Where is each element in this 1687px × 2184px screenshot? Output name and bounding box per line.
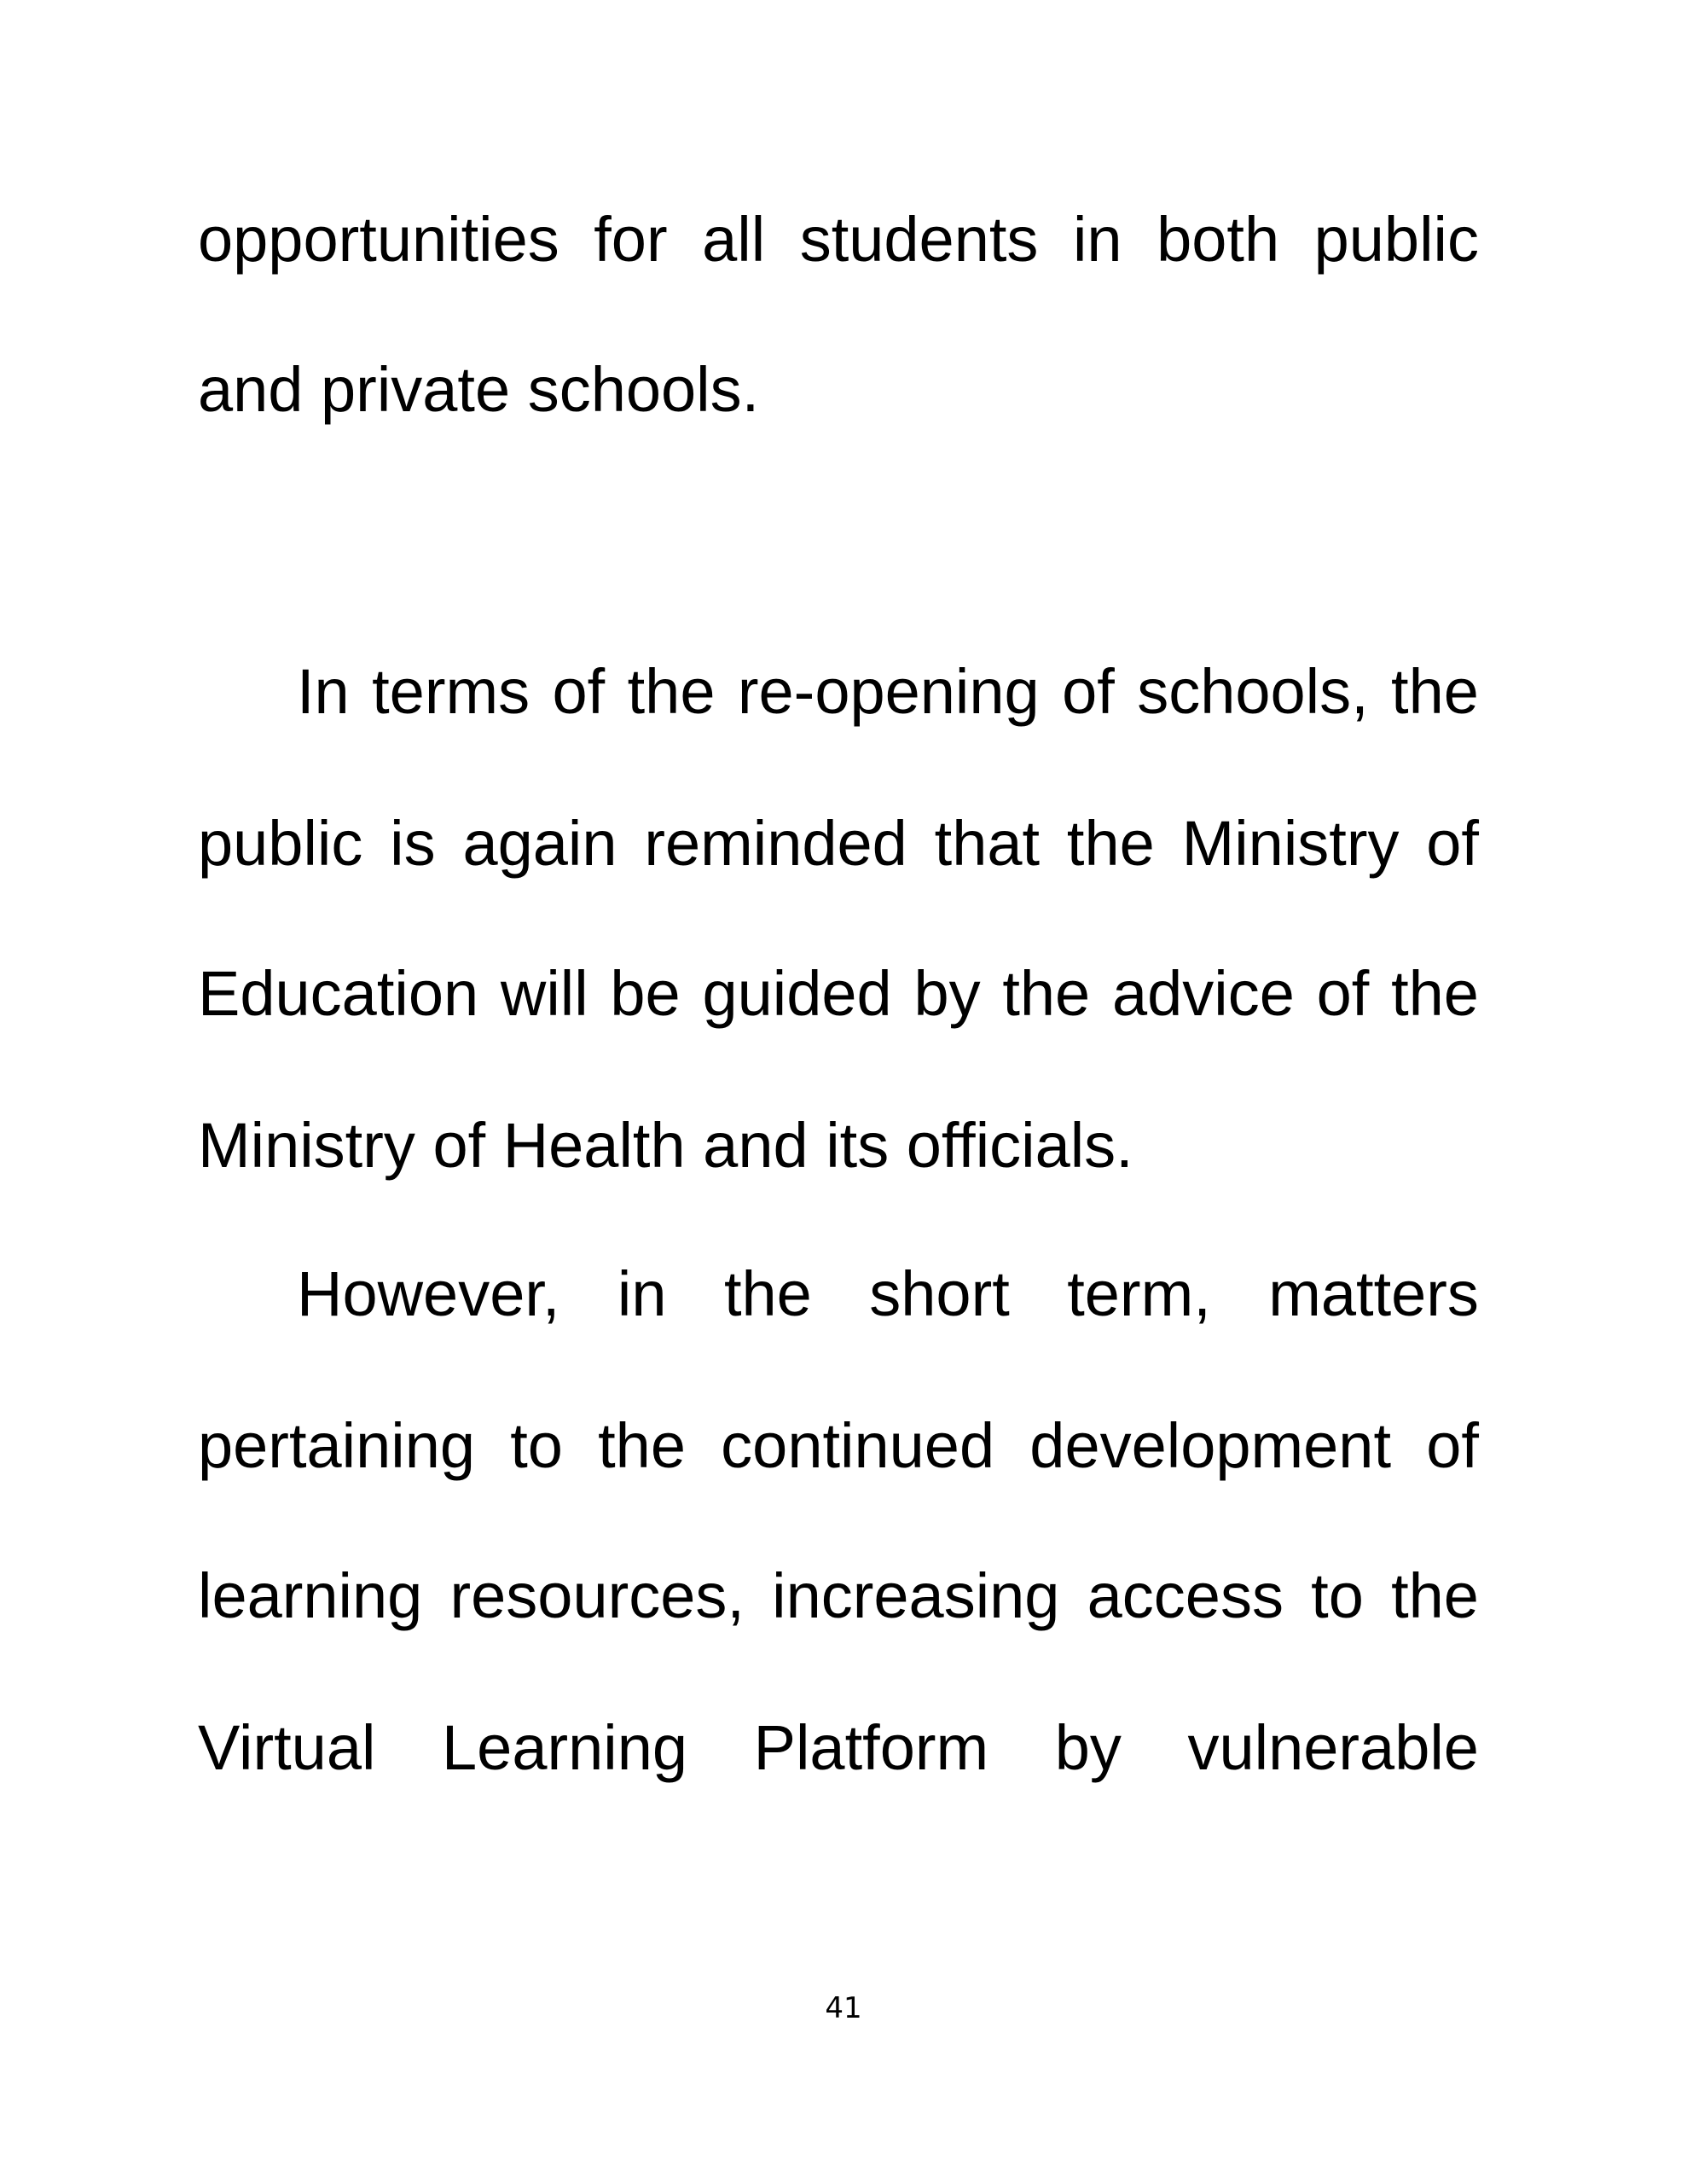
word: reminded — [644, 808, 907, 879]
word: the — [723, 1258, 812, 1329]
word: be — [610, 958, 681, 1029]
word: Ministry — [1181, 808, 1400, 879]
word: the — [1391, 1560, 1479, 1631]
word: to — [1311, 1560, 1364, 1631]
word: matters — [1268, 1258, 1479, 1329]
word: guided — [702, 958, 892, 1029]
word: the — [627, 656, 716, 727]
word: by — [1054, 1712, 1122, 1783]
word: of — [1062, 656, 1115, 727]
word: will — [500, 958, 588, 1029]
word: the — [598, 1410, 686, 1481]
text-line-9 — [198, 1558, 1479, 1635]
word: the — [1066, 808, 1155, 879]
page-number: 41 — [825, 1991, 862, 2025]
word: of — [1426, 808, 1479, 879]
word: students — [799, 204, 1039, 275]
word: to — [510, 1410, 563, 1481]
word: terms — [372, 656, 530, 727]
word: for — [594, 204, 668, 275]
word: advice — [1111, 958, 1295, 1029]
word: re-opening — [737, 656, 1040, 727]
text-line-2: and private schools. — [198, 354, 760, 425]
text-line-10 — [198, 1710, 1479, 1786]
word: all — [702, 204, 766, 275]
word: development — [1029, 1410, 1392, 1481]
text-line-4 — [198, 805, 1479, 882]
text-line-3 — [297, 653, 1479, 730]
word: of — [552, 656, 606, 727]
word: increasing — [772, 1560, 1060, 1631]
text-line-6: Ministry of Health and its officials. — [198, 1110, 1133, 1181]
word: again — [462, 808, 617, 879]
word: by — [913, 958, 981, 1029]
word: vulnerable — [1187, 1712, 1479, 1783]
word: public — [198, 808, 363, 879]
text-line-5 — [198, 956, 1479, 1032]
word: that — [934, 808, 1041, 879]
word: of — [1426, 1410, 1479, 1481]
word: access — [1087, 1560, 1284, 1631]
word: is — [390, 808, 436, 879]
word: short — [869, 1258, 1010, 1329]
word: public — [1313, 204, 1479, 275]
word: However, — [297, 1258, 560, 1329]
text-line-1 — [198, 201, 1479, 278]
word: the — [1002, 958, 1091, 1029]
word: Platform — [753, 1712, 989, 1783]
word: the — [1391, 656, 1479, 727]
word: in — [617, 1258, 667, 1329]
word: term, — [1067, 1258, 1211, 1329]
word: resources, — [449, 1560, 745, 1631]
word: of — [1316, 958, 1370, 1029]
text-line-8 — [198, 1408, 1479, 1484]
word: both — [1157, 204, 1280, 275]
word: pertaining — [198, 1410, 476, 1481]
word: In — [297, 656, 350, 727]
word: Virtual — [198, 1712, 376, 1783]
word: the — [1391, 958, 1479, 1029]
word: Education — [198, 958, 479, 1029]
word: in — [1072, 204, 1122, 275]
word: opportunities — [198, 204, 559, 275]
text-line-7 — [297, 1256, 1479, 1333]
word: Learning — [442, 1712, 688, 1783]
word: learning — [198, 1560, 423, 1631]
word: schools, — [1137, 656, 1369, 727]
word: continued — [721, 1410, 995, 1481]
